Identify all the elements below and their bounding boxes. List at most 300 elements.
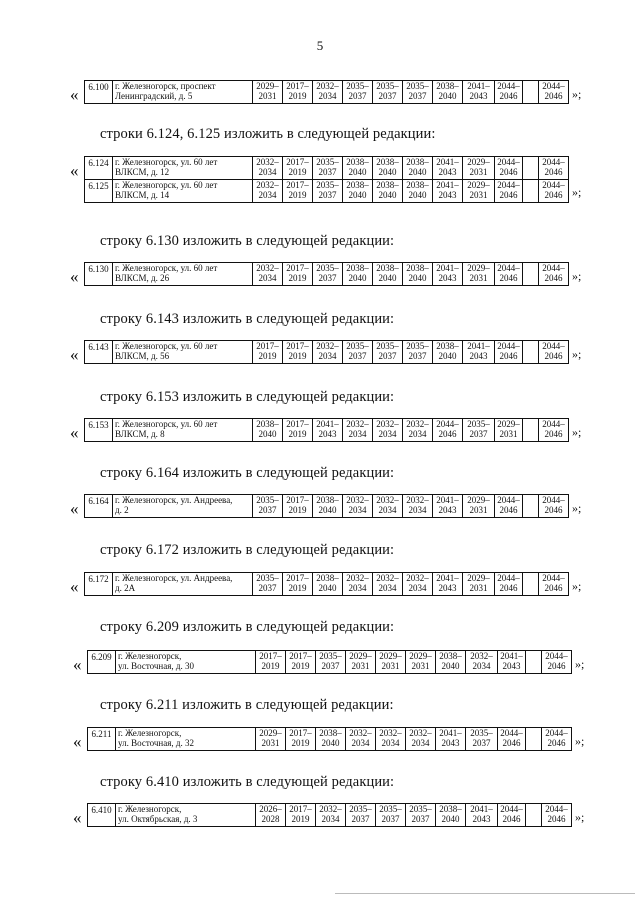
- year-range-cell: [403, 263, 433, 286]
- year-end: 2046: [502, 738, 521, 748]
- year-end: 2037: [348, 91, 367, 101]
- year-range-cell: [403, 81, 433, 104]
- year-range-cell: [539, 180, 569, 203]
- year-end: 2040: [408, 273, 427, 283]
- year-range-cell: [495, 573, 523, 596]
- table-row: [88, 804, 572, 827]
- page-number: 5: [316, 38, 324, 53]
- table-row: [88, 651, 572, 674]
- year-range-cell: [253, 157, 283, 180]
- year-range-cell: [433, 180, 463, 203]
- row-number: 6.100: [85, 81, 113, 104]
- year-end: 2037: [472, 738, 491, 748]
- opening-quote: «: [73, 808, 82, 827]
- address-line: ВЛКСМ, д. 12: [115, 167, 170, 177]
- table-row: [85, 180, 569, 203]
- year-start: 2035–: [409, 804, 432, 814]
- year-start: 2038–: [376, 263, 399, 273]
- year-start: 2038–: [376, 180, 399, 190]
- year-end: 2019: [288, 505, 307, 515]
- address-line: г. Железногорск, ул. Андреева,: [115, 495, 233, 505]
- year-range-cell: [403, 157, 433, 180]
- closing-quote: »;: [572, 425, 582, 439]
- year-start: 2017–: [286, 495, 309, 505]
- year-start: 2044–: [545, 651, 568, 661]
- opening-quote: «: [70, 499, 79, 518]
- year-range-cell: [283, 180, 313, 203]
- table-row: [85, 263, 569, 286]
- opening-quote: «: [73, 732, 82, 751]
- year-start: 2041–: [436, 157, 459, 167]
- year-end: 2040: [348, 190, 367, 200]
- instruction-text: строку 6.172 изложить в следующей редакции:: [100, 542, 395, 558]
- year-range-cell: [542, 804, 572, 827]
- address-line: г. Железногорск, ул. 60 лет: [115, 419, 218, 429]
- year-start: 2038–: [406, 263, 429, 273]
- year-range-cell: [403, 341, 433, 364]
- address-line: г. Железногорск, ул. 60 лет: [115, 263, 218, 273]
- year-end: 2040: [408, 167, 427, 177]
- year-range-cell: [343, 495, 373, 518]
- year-start: 2035–: [316, 263, 339, 273]
- year-end: 2040: [441, 661, 460, 671]
- empty-cell: [523, 81, 539, 104]
- year-end: 2031: [499, 429, 518, 439]
- year-range-cell: [539, 341, 569, 364]
- year-start: 2035–: [406, 81, 429, 91]
- year-start: 2038–: [316, 495, 339, 505]
- year-end: 2034: [318, 351, 337, 361]
- year-end: 2037: [318, 190, 337, 200]
- year-end: 2040: [378, 167, 397, 177]
- year-start: 2029–: [467, 180, 490, 190]
- year-range-cell: [316, 804, 346, 827]
- instruction-text: строку 6.211 изложить в следующей редакции:: [100, 697, 394, 713]
- year-start: 2035–: [256, 495, 279, 505]
- year-range-cell: [346, 651, 376, 674]
- year-range-cell: [256, 804, 286, 827]
- address-line: г. Железногорск, проспект: [115, 81, 216, 91]
- table-row: [88, 728, 572, 751]
- year-range-cell: [283, 495, 313, 518]
- instruction-text: строку 6.209 изложить в следующей редакции:: [100, 619, 395, 635]
- year-range-cell: [343, 81, 373, 104]
- year-end: 2034: [378, 505, 397, 515]
- year-range-cell: [316, 728, 346, 751]
- year-end: 2043: [441, 738, 460, 748]
- year-range-cell: [406, 651, 436, 674]
- address-line: г. Железногорск, ул. Андреева,: [115, 573, 233, 583]
- year-end: 2043: [438, 505, 457, 515]
- year-range-cell: [542, 728, 572, 751]
- year-start: 2032–: [256, 180, 279, 190]
- year-end: 2046: [499, 351, 518, 361]
- year-range-cell: [403, 573, 433, 596]
- year-start: 2044–: [436, 419, 459, 429]
- year-start: 2038–: [319, 728, 342, 738]
- year-end: 2043: [318, 429, 337, 439]
- closing-quote: »;: [572, 185, 582, 199]
- year-end: 2037: [408, 91, 427, 101]
- year-start: 2032–: [256, 263, 279, 273]
- year-start: 2035–: [406, 341, 429, 351]
- year-end: 2037: [351, 814, 370, 824]
- year-range-cell: [433, 573, 463, 596]
- year-end: 2046: [547, 814, 566, 824]
- year-end: 2040: [258, 429, 277, 439]
- year-end: 2019: [288, 190, 307, 200]
- year-start: 2017–: [256, 341, 279, 351]
- year-end: 2034: [472, 661, 491, 671]
- year-range-cell: [436, 651, 466, 674]
- instruction-text: строки 6.124, 6.125 изложить в следующей редакции:: [100, 126, 436, 142]
- year-start: 2032–: [376, 573, 399, 583]
- address-line: Ленинградский, д. 5: [115, 91, 193, 101]
- year-range-cell: [316, 651, 346, 674]
- year-start: 2032–: [409, 728, 432, 738]
- year-start: 2017–: [286, 573, 309, 583]
- year-range-cell: [539, 419, 569, 442]
- address-cell: [116, 651, 256, 674]
- year-range-cell: [373, 419, 403, 442]
- year-end: 2043: [438, 167, 457, 177]
- year-start: 2041–: [436, 180, 459, 190]
- table-row: [85, 419, 569, 442]
- year-start: 2044–: [542, 341, 565, 351]
- year-range-cell: [495, 341, 523, 364]
- row-number: 6.143: [85, 341, 113, 364]
- year-start: 2032–: [319, 804, 342, 814]
- year-range-cell: [495, 419, 523, 442]
- year-range-cell: [406, 804, 436, 827]
- year-end: 2046: [544, 91, 563, 101]
- year-end: 2037: [408, 351, 427, 361]
- year-start: 2035–: [376, 341, 399, 351]
- year-start: 2038–: [436, 81, 459, 91]
- year-end: 2034: [408, 429, 427, 439]
- year-start: 2038–: [436, 341, 459, 351]
- year-range-cell: [373, 263, 403, 286]
- year-end: 2037: [469, 429, 488, 439]
- address-line: ВЛКСМ, д. 26: [115, 273, 170, 283]
- address-line: г. Железногорск, ул. 60 лет: [115, 180, 218, 190]
- year-end: 2031: [411, 661, 430, 671]
- year-range-cell: [346, 728, 376, 751]
- year-start: 2032–: [346, 495, 369, 505]
- year-start: 2038–: [439, 651, 462, 661]
- address-line: д. 2: [115, 505, 129, 515]
- address-cell: [113, 341, 253, 364]
- year-start: 2017–: [289, 651, 312, 661]
- address-line: г. Железногорск,: [118, 651, 182, 661]
- year-range-cell: [376, 728, 406, 751]
- year-end: 2034: [348, 505, 367, 515]
- year-start: 2041–: [436, 263, 459, 273]
- address-cell: [113, 180, 253, 203]
- year-range-cell: [313, 157, 343, 180]
- table-row: [85, 157, 569, 180]
- address-cell: [113, 495, 253, 518]
- year-start: 2029–: [467, 157, 490, 167]
- table-row: [85, 495, 569, 518]
- year-end: 2046: [499, 505, 518, 515]
- year-end: 2046: [544, 190, 563, 200]
- year-start: 2029–: [379, 651, 402, 661]
- year-range-cell: [495, 81, 523, 104]
- instruction-text: строку 6.164 изложить в следующей редакции:: [100, 465, 395, 481]
- year-end: 2040: [378, 273, 397, 283]
- year-end: 2037: [378, 351, 397, 361]
- year-start: 2029–: [497, 419, 520, 429]
- year-end: 2046: [499, 190, 518, 200]
- year-range-cell: [373, 180, 403, 203]
- year-start: 2044–: [542, 495, 565, 505]
- year-end: 2040: [408, 190, 427, 200]
- year-range-cell: [373, 81, 403, 104]
- year-start: 2041–: [500, 651, 523, 661]
- year-end: 2034: [348, 429, 367, 439]
- closing-quote: »;: [572, 87, 582, 101]
- year-range-cell: [436, 728, 466, 751]
- year-end: 2046: [544, 429, 563, 439]
- instruction-text: строку 6.153 изложить в следующей редакции:: [100, 389, 395, 405]
- year-range-cell: [376, 651, 406, 674]
- year-end: 2031: [469, 583, 488, 593]
- address-line: ул. Восточная, д. 30: [118, 661, 194, 671]
- year-start: 2035–: [379, 804, 402, 814]
- year-end: 2031: [469, 273, 488, 283]
- year-end: 2037: [381, 814, 400, 824]
- year-start: 2035–: [316, 157, 339, 167]
- amendment-table: [84, 418, 569, 442]
- year-end: 2043: [438, 583, 457, 593]
- year-end: 2019: [288, 583, 307, 593]
- year-end: 2037: [258, 583, 277, 593]
- year-range-cell: [376, 804, 406, 827]
- year-range-cell: [313, 341, 343, 364]
- year-end: 2031: [469, 190, 488, 200]
- year-range-cell: [286, 804, 316, 827]
- year-range-cell: [256, 651, 286, 674]
- year-start: 2044–: [497, 263, 520, 273]
- year-end: 2046: [499, 273, 518, 283]
- year-end: 2019: [258, 351, 277, 361]
- year-start: 2026–: [259, 804, 282, 814]
- year-end: 2043: [438, 273, 457, 283]
- year-start: 2035–: [256, 573, 279, 583]
- address-cell: [116, 728, 256, 751]
- year-start: 2017–: [286, 419, 309, 429]
- amendment-table: [87, 727, 572, 751]
- address-line: г. Железногорск, ул. 60 лет: [115, 157, 218, 167]
- year-range-cell: [498, 651, 526, 674]
- year-range-cell: [403, 495, 433, 518]
- empty-cell: [523, 419, 539, 442]
- year-end: 2046: [544, 351, 563, 361]
- year-end: 2040: [318, 583, 337, 593]
- year-end: 2037: [258, 505, 277, 515]
- year-end: 2019: [288, 91, 307, 101]
- year-range-cell: [253, 81, 283, 104]
- year-range-cell: [313, 180, 343, 203]
- year-start: 2044–: [542, 157, 565, 167]
- year-start: 2017–: [286, 81, 309, 91]
- row-number: 6.125: [85, 180, 113, 203]
- year-start: 2041–: [316, 419, 339, 429]
- year-range-cell: [313, 495, 343, 518]
- instruction-text: строку 6.410 изложить в следующей редакции:: [100, 774, 395, 790]
- year-start: 2044–: [542, 180, 565, 190]
- empty-cell: [523, 157, 539, 180]
- year-end: 2043: [469, 351, 488, 361]
- year-start: 2044–: [545, 804, 568, 814]
- year-end: 2040: [378, 190, 397, 200]
- year-start: 2035–: [346, 341, 369, 351]
- address-line: д. 2А: [115, 583, 136, 593]
- year-end: 2046: [499, 167, 518, 177]
- year-range-cell: [313, 419, 343, 442]
- amendment-table: [87, 803, 572, 827]
- year-range-cell: [346, 804, 376, 827]
- year-start: 2038–: [256, 419, 279, 429]
- year-end: 2037: [321, 661, 340, 671]
- year-range-cell: [466, 651, 498, 674]
- year-start: 2029–: [467, 573, 490, 583]
- year-range-cell: [253, 263, 283, 286]
- year-start: 2044–: [542, 573, 565, 583]
- year-range-cell: [283, 81, 313, 104]
- year-start: 2032–: [346, 573, 369, 583]
- year-end: 2046: [544, 273, 563, 283]
- year-start: 2032–: [256, 157, 279, 167]
- year-start: 2044–: [497, 341, 520, 351]
- year-range-cell: [463, 180, 495, 203]
- year-end: 2034: [321, 814, 340, 824]
- year-start: 2029–: [259, 728, 282, 738]
- empty-cell: [523, 263, 539, 286]
- year-range-cell: [433, 419, 463, 442]
- year-end: 2046: [499, 583, 518, 593]
- year-end: 2040: [348, 167, 367, 177]
- year-end: 2031: [261, 738, 280, 748]
- year-start: 2044–: [542, 263, 565, 273]
- year-end: 2034: [351, 738, 370, 748]
- row-number: 6.164: [85, 495, 113, 518]
- year-range-cell: [343, 180, 373, 203]
- year-end: 2037: [318, 167, 337, 177]
- year-start: 2035–: [349, 804, 372, 814]
- year-end: 2046: [544, 505, 563, 515]
- address-line: ул. Октябрьская, д. 3: [118, 814, 198, 824]
- closing-quote: »;: [572, 269, 582, 283]
- row-number: 6.153: [85, 419, 113, 442]
- year-range-cell: [463, 263, 495, 286]
- empty-cell: [523, 573, 539, 596]
- year-start: 2029–: [467, 495, 490, 505]
- year-range-cell: [498, 804, 526, 827]
- address-line: ул. Восточная, д. 32: [118, 738, 194, 748]
- year-range-cell: [253, 180, 283, 203]
- year-range-cell: [313, 263, 343, 286]
- year-end: 2034: [378, 429, 397, 439]
- year-start: 2032–: [470, 651, 493, 661]
- year-end: 2046: [438, 429, 457, 439]
- year-range-cell: [253, 573, 283, 596]
- year-start: 2044–: [497, 180, 520, 190]
- year-range-cell: [539, 81, 569, 104]
- year-range-cell: [253, 419, 283, 442]
- address-line: ВЛКСМ, д. 14: [115, 190, 170, 200]
- year-start: 2044–: [500, 804, 523, 814]
- year-range-cell: [433, 263, 463, 286]
- year-range-cell: [463, 573, 495, 596]
- address-line: г. Железногорск,: [118, 728, 182, 738]
- year-start: 2041–: [436, 495, 459, 505]
- opening-quote: «: [70, 267, 79, 286]
- year-start: 2038–: [376, 157, 399, 167]
- year-start: 2038–: [406, 180, 429, 190]
- year-range-cell: [463, 341, 495, 364]
- amendment-table: [84, 80, 569, 104]
- table-row: [85, 573, 569, 596]
- year-range-cell: [253, 341, 283, 364]
- year-end: 2043: [469, 91, 488, 101]
- year-end: 2034: [258, 273, 277, 283]
- opening-quote: «: [70, 161, 79, 180]
- row-number: 6.211: [88, 728, 116, 751]
- year-range-cell: [313, 573, 343, 596]
- empty-cell: [523, 495, 539, 518]
- year-range-cell: [373, 573, 403, 596]
- year-start: 2029–: [467, 263, 490, 273]
- year-start: 2044–: [500, 728, 523, 738]
- year-start: 2041–: [467, 341, 490, 351]
- year-start: 2044–: [497, 157, 520, 167]
- year-start: 2044–: [497, 495, 520, 505]
- address-cell: [113, 419, 253, 442]
- year-end: 2040: [348, 273, 367, 283]
- empty-cell: [523, 341, 539, 364]
- year-start: 2017–: [286, 341, 309, 351]
- year-end: 2034: [258, 167, 277, 177]
- row-number: 6.172: [85, 573, 113, 596]
- year-range-cell: [373, 157, 403, 180]
- address-line: ВЛКСМ, д. 8: [115, 429, 165, 439]
- year-start: 2017–: [286, 157, 309, 167]
- year-start: 2029–: [409, 651, 432, 661]
- row-number: 6.410: [88, 804, 116, 827]
- year-end: 2034: [411, 738, 430, 748]
- year-start: 2038–: [406, 157, 429, 167]
- year-range-cell: [498, 728, 526, 751]
- empty-cell: [526, 651, 542, 674]
- opening-quote: «: [70, 345, 79, 364]
- year-range-cell: [253, 495, 283, 518]
- year-start: 2035–: [376, 81, 399, 91]
- year-start: 2044–: [545, 728, 568, 738]
- year-start: 2038–: [316, 573, 339, 583]
- year-start: 2041–: [467, 81, 490, 91]
- amendment-table: [84, 494, 569, 518]
- year-end: 2031: [381, 661, 400, 671]
- year-range-cell: [539, 573, 569, 596]
- year-range-cell: [343, 263, 373, 286]
- year-start: 2032–: [406, 573, 429, 583]
- year-start: 2038–: [346, 157, 369, 167]
- table-row: [85, 341, 569, 364]
- year-range-cell: [373, 341, 403, 364]
- year-start: 2032–: [316, 341, 339, 351]
